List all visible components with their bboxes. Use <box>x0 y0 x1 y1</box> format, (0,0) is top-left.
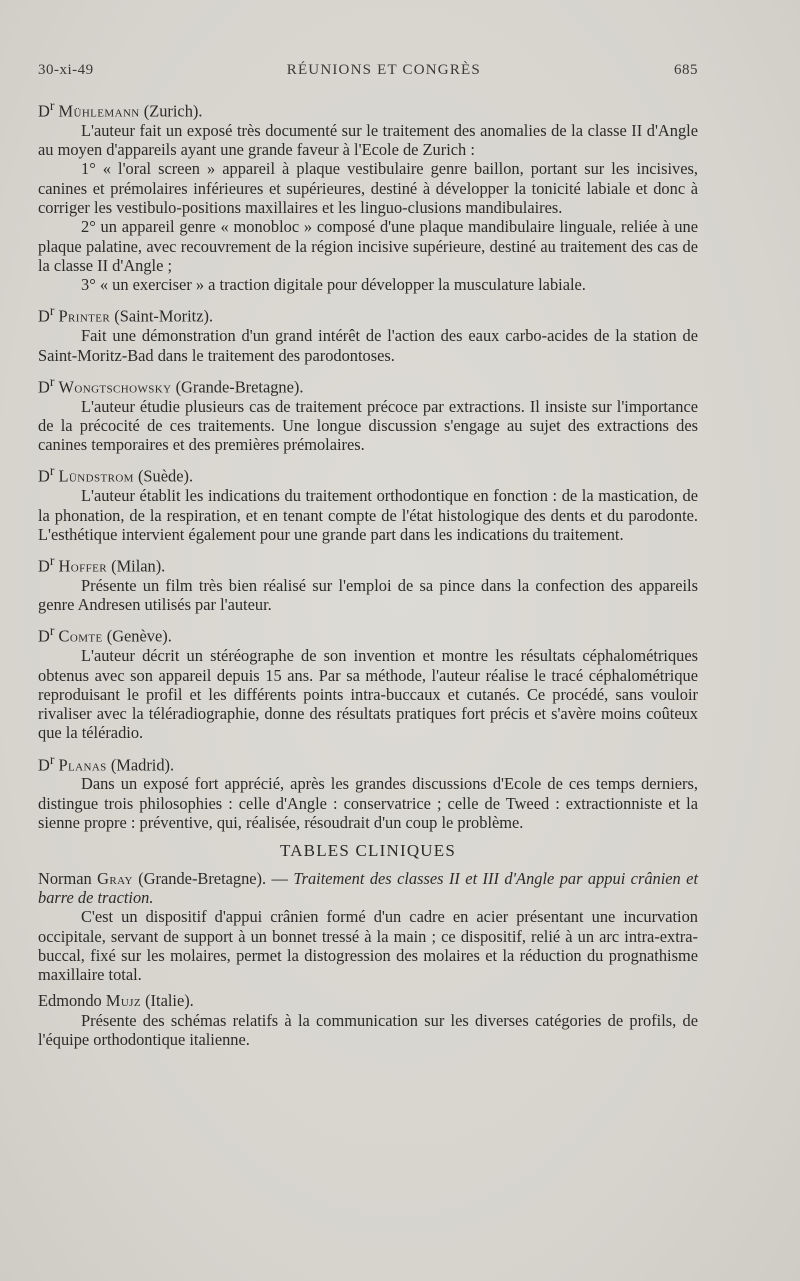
header-title: RÉUNIONS ET CONGRÈS <box>286 62 481 78</box>
author-place: (Grande-Bretagne). — <box>138 868 288 888</box>
section-title: TABLES CLINIQUES <box>279 841 457 861</box>
doctor-title: D <box>38 556 50 576</box>
entry-hoffer <box>38 551 698 614</box>
author-place: (Genève). <box>106 626 172 646</box>
doctor-title: D <box>38 377 50 397</box>
author-name: Planas <box>58 755 107 775</box>
running-head <box>38 62 698 79</box>
entry-heading <box>38 750 698 775</box>
presentation-subject: Traitement des classes II et III d'Angle par appui crânien et barre de traction. <box>38 868 698 907</box>
entry-heading <box>38 372 698 397</box>
page-number: 685 <box>674 62 698 78</box>
paragraph: L'auteur décrit un stéréographe de son invention et montre les résultats céphalométriques obtenus avec son appareil depuis 15 ans. Par sa méthode, l'auteur réalise le tracé céphalométrique reproduisant le profil et les différents points intra-buccaux et cutanés. Ce procédé, sans vouloir rivaliser avec la téléradiographie, donne des résultats pratiques fort précis et s'avère moins coûteux que la téléradio. <box>38 646 698 743</box>
entry-printer <box>38 301 698 364</box>
author-place: (Madrid). <box>110 755 175 775</box>
entry-planas <box>38 750 698 833</box>
entry-lundstrom <box>38 461 698 544</box>
entry-heading <box>38 96 698 121</box>
article-body <box>38 96 698 1049</box>
paragraph: Fait une démonstration d'un grand intérêt de l'action des eaux carbo-acides de la station de Saint-Moritz-Bad dans le traitement des parodontoses. <box>38 326 698 365</box>
author-name: Mujz <box>105 991 141 1011</box>
paragraph: L'auteur étudie plusieurs cas de traitement précoce par extractions. Il insiste sur l'importance de la précocité de ces traitements. Une longue discussion s'engage au sujet des extractions des canines temporaires et des premières prémolaires. <box>38 396 698 455</box>
doctor-title: D <box>38 755 50 775</box>
entry-heading <box>38 991 698 1010</box>
author-place: (Suède). <box>137 466 194 486</box>
entry-gray <box>38 869 698 985</box>
paragraph: C'est un dispositif d'appui crânien formé d'un cadre en acier présentant une incurvation occipitale, servant de support à un bonnet tressé à la main ; ce dispositif, relié à un arc intra-extra-buccal, fixé sur les molaires, permet la distogression des molaires et la réduction du prognathisme maxillaire total. <box>38 907 698 985</box>
author-first-name: Norman <box>38 868 92 888</box>
paragraph: Présente un film très bien réalisé sur l'emploi de sa pince dans la confection des appareils genre Andresen utilisés par l'auteur. <box>38 575 698 615</box>
entry-comte <box>38 621 698 742</box>
doctor-title-sup: r <box>49 623 55 639</box>
doctor-title-sup: r <box>49 98 55 113</box>
author-place: (Italie). <box>145 991 194 1011</box>
entry-mujz <box>38 991 698 1049</box>
author-place: (Saint-Moritz). <box>114 306 214 326</box>
entry-heading <box>38 461 698 486</box>
author-name: Hoffer <box>58 556 107 576</box>
entry-heading <box>38 869 698 908</box>
author-name: Gray <box>97 868 133 888</box>
header-date: 30-xi-49 <box>38 62 94 78</box>
author-name: Comte <box>58 626 103 646</box>
paragraph: Présente des schémas relatifs à la communication sur les diverses catégories de profils, de l'équipe orthodontique italienne. <box>38 1010 698 1050</box>
author-place: (Grande-Bretagne). <box>175 377 304 397</box>
entry-heading <box>38 551 698 576</box>
doctor-title: D <box>38 306 50 326</box>
author-name: Wongtschowsky <box>58 377 172 397</box>
doctor-title-sup: r <box>49 303 55 319</box>
paragraph: Dans un exposé fort apprécié, après les grandes discussions d'Ecole de ces temps derniers, distingue trois philosophies : celle d'Angle : conservatrice ; celle de Tweed : extractionniste et la sienne propre : préventive, qui, réalisée, résoudrait d'un coup le problème. <box>38 774 698 833</box>
doctor-title-sup: r <box>49 553 55 569</box>
paragraph: 2° un appareil genre « monobloc » composé d'une plaque mandibulaire linguale, reliée à une plaque palatine, avec recouvrement de la région incisive supérieure, destiné au traitement des cas de la classe II d'Angle ; <box>38 217 698 275</box>
paragraph: L'auteur fait un exposé très documenté sur le traitement des anomalies de la classe II d'Angle au moyen d'appareils ayant une grande faveur à l'Ecole de Zurich : <box>38 120 698 160</box>
paragraph: 3° « un exerciser » a traction digitale pour développer la musculature labiale. <box>81 275 586 295</box>
doctor-title-sup: r <box>49 373 55 389</box>
entry-heading <box>38 621 698 646</box>
doctor-title: D <box>38 626 50 646</box>
doctor-title: D <box>38 101 50 121</box>
author-name: Printer <box>58 306 111 326</box>
entry-heading <box>38 301 698 326</box>
paragraph: L'auteur établit les indications du traitement orthodontique en fonction : de la mastication, de la phonation, de la respiration, et en tenant compte de l'état histologique des dents et du parodonte. L'esthétique intervient également pour une grande part dans les indications du traitement. <box>38 486 698 544</box>
author-name: Lündstrom <box>58 466 134 486</box>
author-place: (Zurich). <box>143 101 203 121</box>
author-name: Mühlemann <box>58 101 140 121</box>
doctor-title: D <box>38 466 50 486</box>
entry-wongtschowsky <box>38 372 698 455</box>
doctor-title-sup: r <box>49 751 55 767</box>
entry-muhlemann <box>38 96 698 294</box>
author-place: (Milan). <box>111 556 166 576</box>
paragraph: 1° « l'oral screen » appareil à plaque vestibulaire genre baillon, portant sur les incisives, canines et prémolaires inférieures et supérieures, destiné à développer la tonicité labiale et donc à corriger les vestibulo-positions maxillaires et les linguo-clusions mandibulaires. <box>38 159 698 217</box>
doctor-title-sup: r <box>49 463 55 479</box>
author-first-name: Edmondo <box>38 991 102 1011</box>
